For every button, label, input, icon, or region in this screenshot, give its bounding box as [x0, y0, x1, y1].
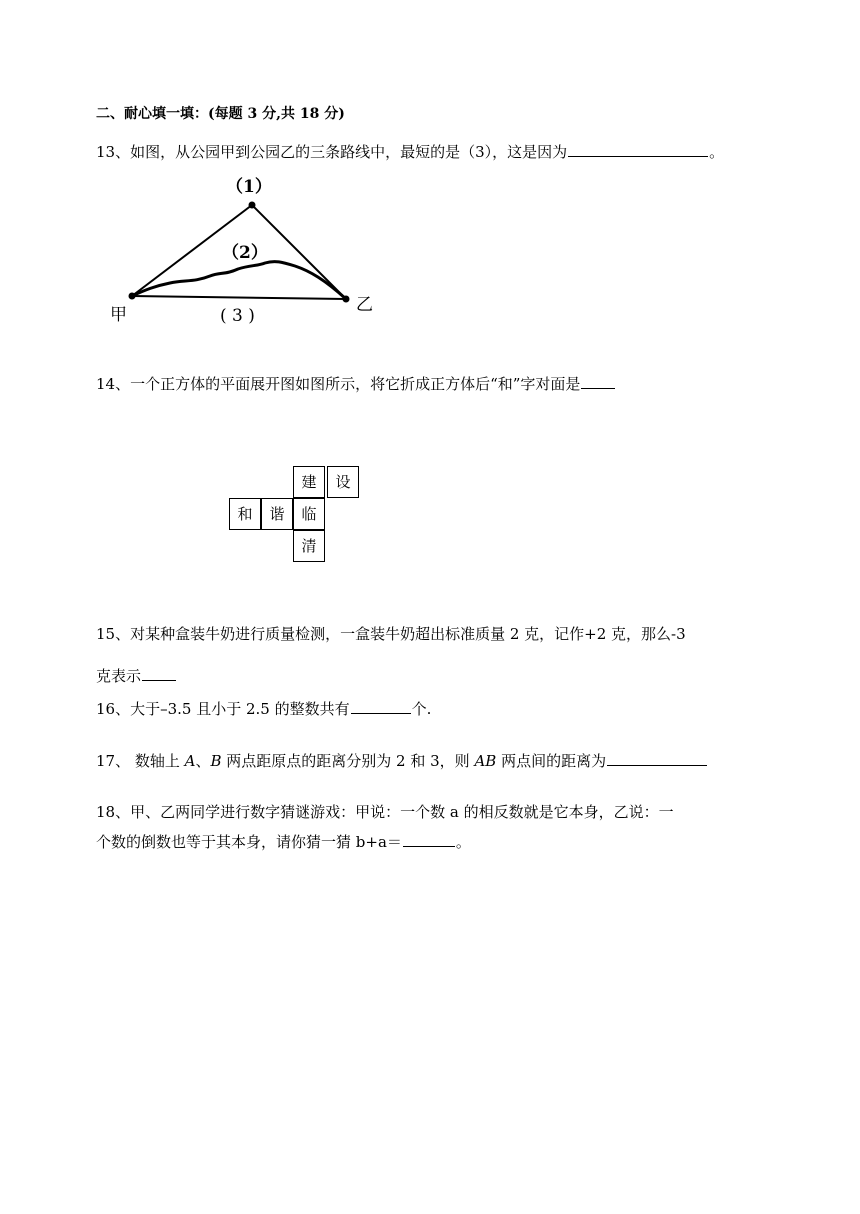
q18-end: 。 [455, 833, 471, 851]
q16-end: 个. [411, 700, 432, 718]
point-top [249, 202, 256, 209]
route-3-straight [132, 296, 346, 299]
net-cell-jian: 建 [293, 466, 325, 498]
q13-answer-blank[interactable] [568, 140, 708, 157]
label-route-2: （2） [222, 243, 268, 263]
q16-answer-blank[interactable] [351, 697, 411, 714]
q18-text: 18、甲、乙两同学进行数字猜谜游戏：甲说：一个数 a 的相反数就是它本身，乙说：一 [96, 803, 674, 821]
question-15 [96, 624, 686, 644]
section-title: 二、耐心填一填：(每题 3 分,共 18 分) [96, 106, 345, 122]
q17-point-b: B [210, 752, 222, 770]
point-start [129, 293, 136, 300]
net-cell-he: 和 [229, 498, 261, 530]
question-14 [96, 372, 616, 394]
q17-separator: 、 [195, 752, 211, 770]
net-cell-she: 设 [327, 466, 359, 498]
q17-segment-ab: AB [474, 752, 497, 770]
q18-answer-blank[interactable] [403, 830, 455, 847]
question-17 [96, 749, 708, 771]
q15-answer-blank[interactable] [142, 664, 176, 681]
q17-text-2: 两点距原点的距离分别为 2 和 3，则 [221, 752, 475, 770]
q17-text-3: 两点间的距离为 [496, 752, 607, 770]
cube-net [226, 462, 366, 566]
q13-end: 。 [709, 143, 725, 161]
q16-text: 16、大于–3.5 且小于 2.5 的整数共有 [96, 700, 350, 718]
question-16 [96, 697, 431, 719]
net-cell-lin: 临 [293, 498, 325, 530]
q18-text-2: 个数的倒数也等于其本身，请你猜一猜 b+a＝ [96, 833, 402, 851]
q15-text-2: 克表示 [96, 667, 142, 685]
net-cell-qing: 清 [293, 530, 325, 562]
q14-text: 14、一个正方体的平面展开图如图所示，将它折成正方体后“和”字对面是 [96, 375, 581, 393]
q15-text: 15、对某种盒装牛奶进行质量检测，一盒装牛奶超出标准质量 2 克，记作+2 克，那么-3 [96, 625, 686, 643]
question-18-line-2 [96, 830, 471, 852]
label-route-1: （1） [226, 177, 272, 197]
q17-text-1: 17、 数轴上 [96, 752, 185, 770]
route-diagram [100, 168, 400, 338]
net-cell-xie: 谐 [261, 498, 293, 530]
q14-answer-blank[interactable] [581, 372, 615, 389]
q17-point-a: A [184, 752, 196, 770]
question-18 [96, 802, 674, 822]
question-13 [96, 140, 724, 162]
q13-text: 13、如图，从公园甲到公园乙的三条路线中，最短的是（3），这是因为 [96, 143, 568, 161]
question-15-line-2 [96, 664, 177, 686]
label-end-yi: 乙 [356, 295, 373, 315]
label-route-3: ( 3 ) [220, 306, 255, 326]
q17-answer-blank[interactable] [607, 749, 707, 766]
point-end [343, 296, 350, 303]
label-start-jia: 甲 [110, 305, 127, 325]
